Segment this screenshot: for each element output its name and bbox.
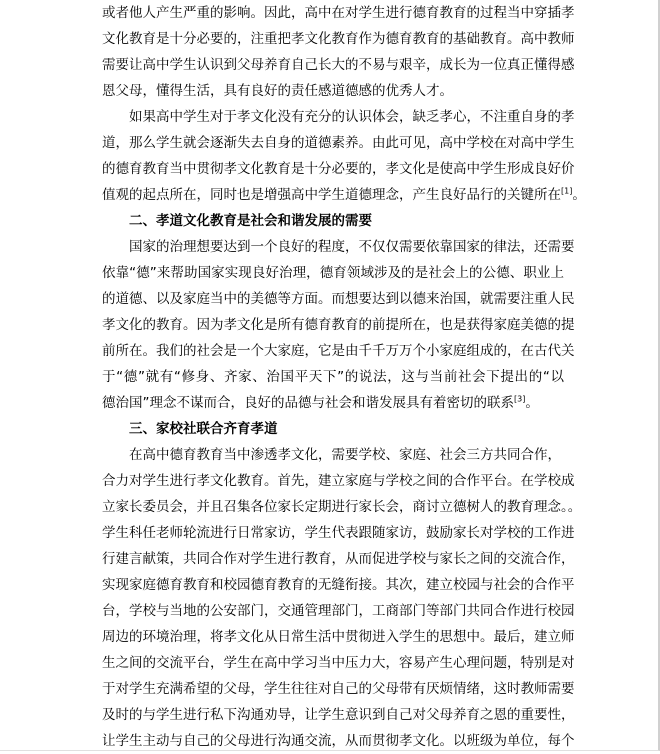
line-text: 合力对学生进行孝文化教育。首先，建立家庭与学校之间的合作平台。在学校成 bbox=[102, 473, 575, 489]
line-text: 学生科任老师轮流进行日常家访，学生代表跟随家访，鼓励家长对学校的工作进 bbox=[102, 525, 575, 541]
text-line bbox=[102, 520, 575, 546]
line-text: 于“德”就有“修身、齐家、治国平天下”的说法，这与当前社会下提出的“以 bbox=[102, 369, 564, 385]
line-text: 的道德、以及家庭当中的美德等方面。而想要达到以德来治国，就需要注重人民 bbox=[102, 291, 575, 307]
section-heading bbox=[102, 416, 564, 442]
line-tail: 。 bbox=[525, 395, 539, 411]
text-line bbox=[102, 468, 575, 494]
text-line bbox=[102, 598, 575, 624]
line-text: 于对学生充满希望的父母，学生往往对自己的父母带有厌烦情绪，这时教师需要 bbox=[102, 681, 575, 697]
line-text: 值观的起点所在，同时也是增强高中学生道德理念，产生良好品行的关键所在 bbox=[102, 187, 561, 203]
text-line bbox=[102, 0, 575, 26]
text-line bbox=[102, 234, 575, 260]
line-text: 或者他人产生严重的影响。因此，高中在对学生进行德育教育的过程当中穿插孝 bbox=[102, 5, 575, 21]
text-line bbox=[102, 312, 575, 338]
text-line bbox=[102, 390, 564, 416]
text-line bbox=[102, 104, 575, 130]
text-line bbox=[102, 78, 564, 104]
line-text: 道，那么学生就会逐渐失去自身的道德素养。由此可见，高中学校在对高中学生 bbox=[102, 135, 575, 151]
line-text: 的德育教育当中贯彻孝文化教育是十分必要的，孝文化是使高中学生形成良好价 bbox=[102, 161, 575, 177]
text-line bbox=[102, 572, 575, 598]
section-heading bbox=[102, 208, 564, 234]
line-text: 及时的与学生进行私下沟通劝导，让学生意识到自己对父母养育之恩的重要性， bbox=[102, 707, 575, 723]
text-line bbox=[102, 702, 575, 728]
text-line bbox=[102, 494, 582, 520]
line-text: 三、家校社联合齐育孝道 bbox=[129, 421, 278, 437]
line-text: 需要让高中学生认识到父母养育自己长大的不易与艰辛，成长为一位真正懂得感 bbox=[102, 57, 575, 73]
text-line bbox=[102, 546, 575, 572]
citation-marker: [3] bbox=[514, 394, 526, 404]
line-text: 立家长委员会，并且召集各位家长定期进行家长会，商讨立德树人的教育理念。。 bbox=[102, 499, 582, 515]
line-text: 文化教育是十分必要的，注重把孝文化教育作为德育教育的基础教育。高中教师 bbox=[102, 31, 575, 47]
text-line bbox=[102, 338, 575, 364]
line-text: 台，学校与当地的公安部门，交通管理部门，工商部门等部门共同合作进行校园 bbox=[102, 603, 575, 619]
line-text: 周边的环境治理，将孝文化从日常生活中贯彻进入学生的思想中。最后，建立师 bbox=[102, 629, 575, 645]
text-line bbox=[102, 156, 575, 182]
text-line bbox=[102, 676, 575, 702]
line-text: 如果高中学生对于孝文化没有充分的认识体会，缺乏孝心，不注重自身的孝 bbox=[129, 109, 575, 125]
line-text: 恩父母，懂得生活，具有良好的责任感道德感的优秀人才。 bbox=[102, 83, 453, 99]
line-text: 德治国”理念不谋而合，良好的品德与社会和谐发展具有着密切的联系 bbox=[102, 395, 514, 411]
line-text: 行建言献策，共同合作对学生进行教育，从而促进学校与家长之间的交流合作， bbox=[102, 551, 575, 567]
text-line bbox=[102, 260, 564, 286]
line-tail: 。 bbox=[572, 187, 586, 203]
line-text: 让学生主动与自己的父母进行沟通交流，从而贯彻孝文化。以班级为单位，每个 bbox=[102, 733, 575, 749]
line-text: 孝文化的教育。因为孝文化是所有德育教育的前提所在，也是获得家庭美德的提 bbox=[102, 317, 575, 333]
text-line bbox=[102, 650, 575, 676]
citation-marker: [1] bbox=[561, 186, 573, 196]
text-line bbox=[102, 26, 575, 52]
line-text: 依靠“德”来帮助国家实现良好治理，德育领域涉及的是社会上的公德、职业上 bbox=[102, 265, 564, 281]
document-body bbox=[102, 0, 586, 754]
line-text: 生之间的交流平台，学生在高中学习当中压力大，容易产生心理问题，特别是对 bbox=[102, 655, 575, 671]
line-text: 国家的治理想要达到一个良好的程度，不仅仅需要依靠国家的律法，还需要 bbox=[129, 239, 575, 255]
text-line bbox=[102, 728, 575, 754]
text-line bbox=[102, 286, 575, 312]
text-line bbox=[102, 52, 575, 78]
line-text: 实现家庭德育教育和校园德育教育的无缝衔接。其次，建立校园与社会的合作平 bbox=[102, 577, 575, 593]
text-line bbox=[102, 364, 564, 390]
text-line bbox=[102, 624, 575, 650]
text-line bbox=[102, 130, 575, 156]
line-text: 在高中德育教育当中渗透孝文化，需要学校、家庭、社会三方共同合作， bbox=[129, 447, 561, 463]
line-text: 前所在。我们的社会是一个大家庭，它是由千千万万个小家庭组成的，在古代关 bbox=[102, 343, 575, 359]
text-line bbox=[102, 182, 586, 208]
line-text: 二、孝道文化教育是社会和谐发展的需要 bbox=[129, 213, 372, 229]
text-line bbox=[102, 442, 564, 468]
